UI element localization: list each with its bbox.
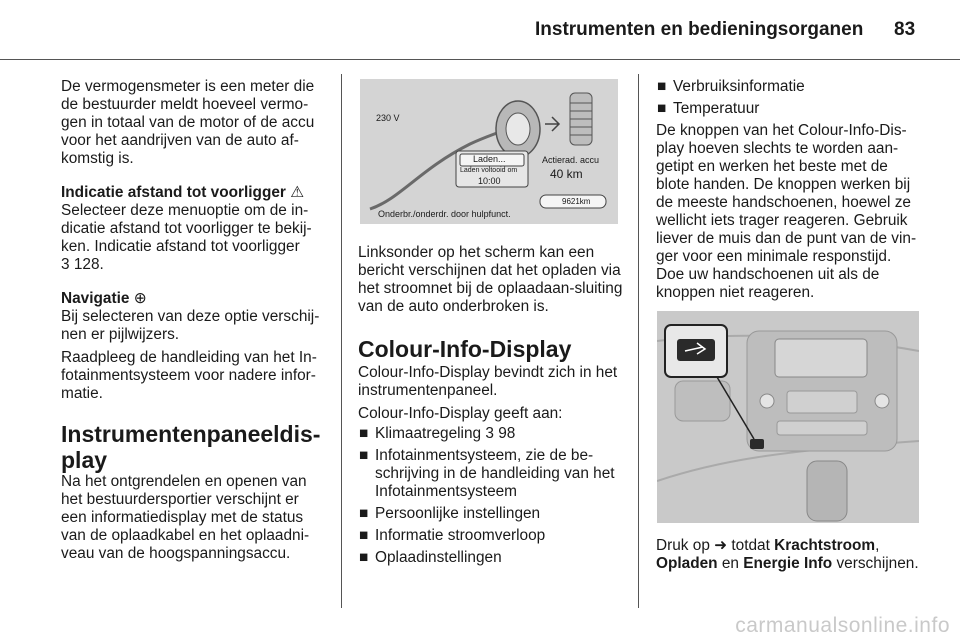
colour-info-list	[358, 425, 626, 567]
bullet-icon: ■	[359, 505, 369, 522]
voltage-label: 230 V	[376, 113, 400, 123]
footer-watermark: carmanualsonline.info	[735, 614, 950, 637]
bullet-icon: ■	[359, 447, 369, 464]
distance-body: Selecteer deze menuoptie om de in-dicatie afstand tot voorligger te bekij-ken. Indicatie afstand tot voorligger	[61, 202, 312, 255]
list-item: ■ Persoonlijke instellingen	[359, 505, 541, 522]
distance-warning-icon: ⚠	[290, 184, 304, 201]
range-value: 40 km	[550, 167, 583, 181]
charging-complete-label: Laden voltooid om	[460, 167, 518, 174]
term-opladen: Opladen	[656, 555, 718, 572]
range-label: Actierad. accu	[542, 155, 600, 165]
figure-dashboard	[657, 311, 919, 523]
list-item: ■ Verbruiksinformatie	[657, 78, 805, 95]
list-item: ■ Infotainmentsysteem, zie de be-schrijving in de handleiding van het Infotainmentsysteem	[359, 447, 615, 500]
page-number: 83	[894, 19, 916, 40]
heading-instrument-display	[61, 421, 327, 473]
colour-info-intro: Colour-Info-Display bevindt zich in het instrumentenpaneel.	[358, 364, 618, 399]
section-heading-distance	[61, 184, 327, 202]
section-heading-distance-text: Indicatie afstand tot voorligger	[61, 184, 286, 201]
dashboard-illustration	[657, 311, 919, 523]
charging-time-label: 10:00	[478, 176, 501, 186]
term-krachtstroom: Krachtstroom	[774, 537, 876, 554]
navigation-body-2: Raadpleeg de handleiding van het In-fotainmentsysteem voor nadere infor-matie.	[61, 349, 317, 402]
colour-info-lead: Colour-Info-Display geeft aan:	[358, 405, 563, 422]
term-energie-info: Energie Info	[743, 555, 833, 572]
column-divider-2	[638, 74, 639, 608]
list-item: ■ Informatie stroomverloop	[359, 527, 546, 544]
heading-instrument-display-line1: Instrumentenpaneeldis-	[61, 421, 321, 447]
heading-colour-info-display: Colour-Info-Display	[358, 336, 572, 362]
bullet-icon: ■	[359, 425, 369, 442]
list-item: ■ Oplaadinstellingen	[359, 549, 502, 566]
charging-button-label: Laden...	[473, 154, 506, 164]
distance-reference: 3 128.	[61, 256, 104, 273]
navigation-body: Bij selecteren van deze optie verschij-nen er pijlwijzers.	[61, 308, 320, 343]
instrument-display-body: Na het ontgrendelen en openen van het bestuurdersportier verschijnt er een informatiedisplay met de status van de oplaadkabel en het oplaadni-veau van de hoogspanningsaccu.	[61, 473, 310, 562]
header-rule	[0, 59, 960, 60]
page-header-title: Instrumenten en bedieningsorganen	[535, 19, 864, 40]
list-item: ■ Klimaatregeling 3 98	[359, 425, 516, 442]
charging-interrupted-message: Onderbr./onderdr. door hulpfunct.	[378, 209, 511, 219]
intro-paragraph: De vermogensmeter is een meter die de bestuurder meldt hoeveel vermo-gen in totaal van de motor of de accu voor het aandrijven van de auto af-komstig is.	[61, 78, 315, 167]
bullet-icon: ■	[359, 549, 369, 566]
column-3	[656, 78, 922, 302]
list-item: ■ Temperatuur	[657, 100, 760, 117]
press-paragraph: Druk op ➜ totdat Krachtstroom, Opladen en Energie Info verschijnen.	[656, 537, 919, 572]
column-3-bottom	[656, 537, 926, 573]
bullet-icon: ■	[657, 78, 667, 95]
column-2	[358, 244, 626, 571]
heading-instrument-display-line2: play	[61, 447, 108, 473]
figure-charging-display	[360, 79, 618, 224]
bullet-icon: ■	[657, 100, 667, 117]
section-heading-navigation	[61, 290, 327, 308]
buttons-paragraph: De knoppen van het Colour-Info-Dis-play hoeven slechts te worden aan-getipt en werken het beste met de blote handen. De knoppen werken bij de meeste handschoenen, hoewel ze wellicht iets trager reageren. Gebruik liever de muis dan de punt van de vin-ger voor een minimale responstijd. Doe uw handschoenen uit als de knoppen niet reageren.	[656, 122, 917, 301]
arrow-button-icon: ➜	[714, 537, 728, 554]
bullet-icon: ■	[359, 527, 369, 544]
colour-info-list-continued	[656, 78, 922, 118]
navigation-icon: ⊕	[133, 290, 147, 307]
odometer-value: 9621km	[562, 197, 591, 206]
figure-caption: Linksonder op het scherm kan een bericht verschijnen dat het opladen via het stroomnet bij de oplaadaan-sluiting van de auto onderbroken is.	[358, 244, 623, 315]
column-1	[61, 78, 327, 563]
column-divider-1	[341, 74, 342, 608]
section-heading-navigation-text: Navigatie	[61, 290, 130, 307]
